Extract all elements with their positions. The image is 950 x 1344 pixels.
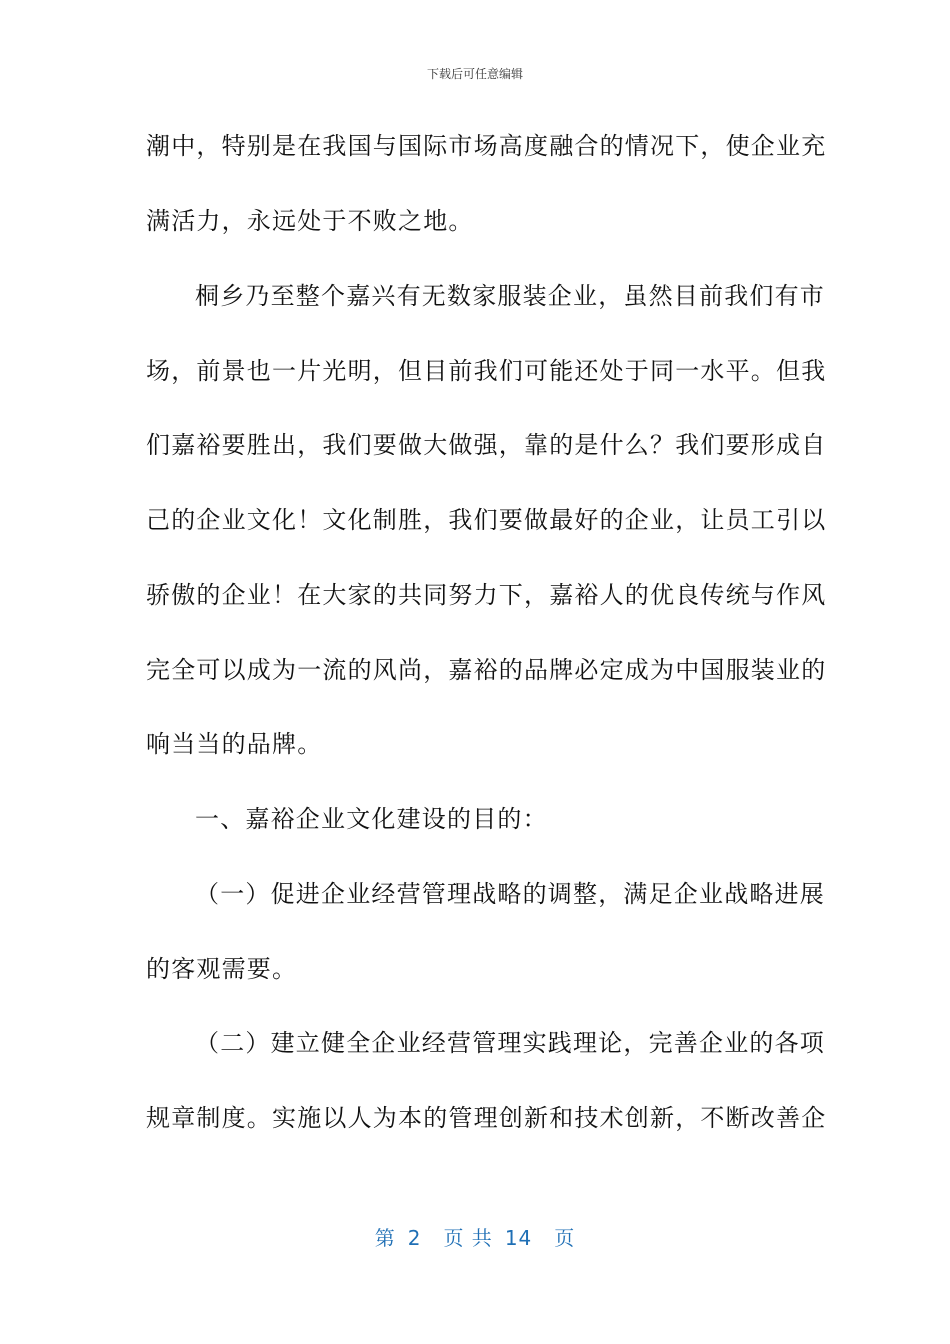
body-line: 潮中，特别是在我国与国际市场高度融合的情况下，使企业充 xyxy=(146,132,827,160)
footer-total-pages: 14 xyxy=(504,1226,533,1250)
body-line: 桐乡乃至整个嘉兴有无数家服装企业，虽然目前我们有市 xyxy=(195,282,825,310)
subsection-heading: （二）建立健全企业经营管理实践理论，完善企业的各项 xyxy=(195,1029,825,1057)
footer-end-word: 页 xyxy=(554,1226,576,1250)
footer-page-number: 2 xyxy=(407,1226,422,1250)
page-header: 下载后可任意编辑 xyxy=(426,67,523,81)
body-line: 规章制度。实施以人为本的管理创新和技术创新，不断改善企 xyxy=(146,1104,827,1132)
body-line: 完全可以成为一流的风尚，嘉裕的品牌必定成为中国服装业的 xyxy=(146,656,827,684)
footer-page-word: 第 xyxy=(374,1226,396,1250)
section-heading: 一、嘉裕企业文化建设的目的： xyxy=(195,805,548,833)
body-line: 的客观需要。 xyxy=(146,955,298,983)
body-line: 满活力，永远处于不败之地。 xyxy=(146,207,474,235)
body-line: 骄傲的企业！在大家的共同努力下，嘉裕人的优良传统与作风 xyxy=(146,581,827,609)
footer-total-word: 页 共 xyxy=(443,1226,493,1250)
page-footer xyxy=(0,1225,950,1251)
body-line: 己的企业文化！文化制胜，我们要做最好的企业，让员工引以 xyxy=(146,506,827,534)
subsection-heading: （一）促进企业经营管理战略的调整，满足企业战略进展 xyxy=(195,880,825,908)
body-line: 场，前景也一片光明，但目前我们可能还处于同一水平。但我 xyxy=(146,357,827,385)
body-line: 们嘉裕要胜出，我们要做大做强，靠的是什么？我们要形成自 xyxy=(146,431,827,459)
body-line: 响当当的品牌。 xyxy=(146,730,323,758)
